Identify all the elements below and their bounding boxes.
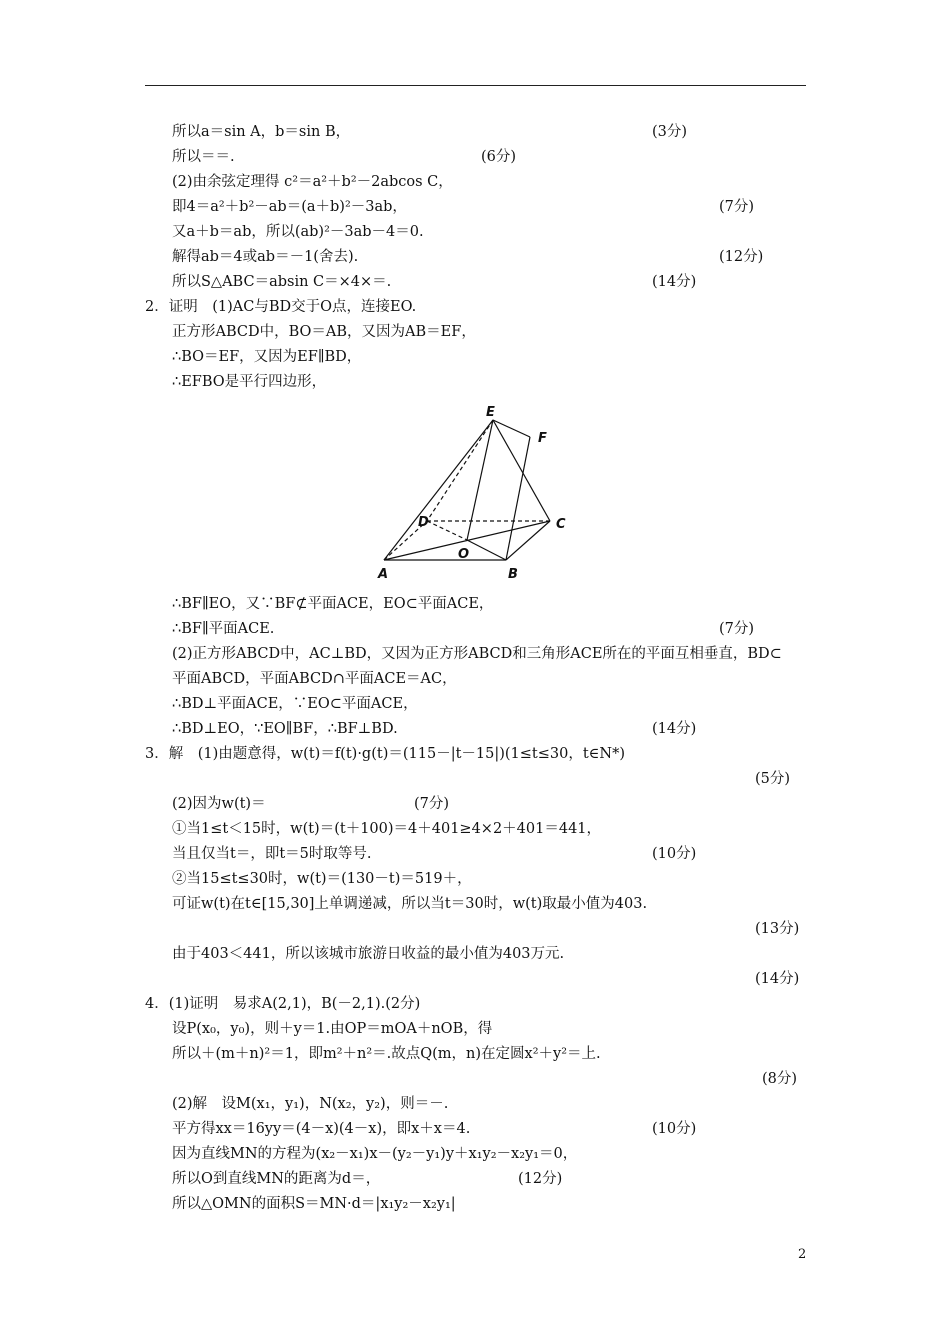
edge-OB [467,540,506,560]
text-line: 由于403＜441，所以该城市旅游日收益的最小值为403万元. [172,946,565,962]
score-label: (14分) [755,971,800,987]
text-line: 又a＋b＝ab，所以(ab)²－3ab－4＝0. [172,224,424,240]
text-line: ∴BO＝EF，又因为EF∥BD， [172,349,362,365]
text-line: 所以S△ABC＝absin C＝×4×＝. [172,274,392,290]
text-line: 设P(x₀，y₀)，则＋y＝1.由OP＝mOA＋nOB，得 [172,1021,493,1037]
problem-3-heading: 3．解 (1)由题意得，w(t)＝f(t)·g(t)＝(115－|t－15|)(1≤t≤30，t∈N*) [145,746,626,762]
text-line: (2)正方形ABCD中，AC⊥BD，又因为正方形ABCD和三角形ACE所在的平面互相垂直，BD⊂ [172,646,782,662]
edge-EF [493,420,530,437]
text-line: (2)解 设M(x₁，y₁)，N(x₂，y₂)，则＝－. [172,1096,449,1112]
label-B: B [508,567,518,582]
text-line: ∴BF∥EO，又∵BF⊄平面ACE，EO⊂平面ACE， [172,596,494,612]
edge-DO [427,521,467,540]
label-O: O [458,547,470,562]
score-label: (14分) [652,721,697,737]
header-rule [145,85,806,86]
label-E: E [486,405,495,420]
label-A: A [378,567,389,582]
score-label: (7分) [414,796,450,812]
edge-ED [427,420,493,521]
score-label: (14分) [652,274,697,290]
score-label: (6分) [481,149,517,165]
text-line: 正方形ABCD中，BO＝AB，又因为AB＝EF， [172,324,476,340]
page-number: 2 [798,1247,807,1262]
text-line: (2)因为w(t)＝ [172,796,266,812]
pyramid-figure [372,400,577,585]
problem-2-heading: 2．证明 (1)AC与BD交于O点，连接EO. [145,299,417,315]
label-C: C [556,517,566,532]
text-line: 所以△OMN的面积S＝MN·d＝|x₁y₂－x₂y₁| [172,1196,456,1212]
score-label: (3分) [652,124,688,140]
text-line: ∴EFBO是平行四边形， [172,374,327,390]
text-line: ∴BD⊥EO，∵EO∥BF，∴BF⊥BD. [172,721,398,737]
text-line: ∴BD⊥平面ACE，∵EO⊂平面ACE， [172,696,418,712]
score-label: (13分) [755,921,800,937]
label-D: D [418,515,429,530]
text-line: 可证w(t)在t∈[15,30]上单调递减，所以当t＝30时，w(t)取最小值为403. [172,896,648,912]
text-line: 因为直线MN的方程为(x₂－x₁)x－(y₂－y₁)y＋x₁y₂－x₂y₁＝0， [172,1146,578,1162]
text-line: 平面ABCD，平面ABCD∩平面ACE＝AC， [172,671,457,687]
edge-EA [384,420,493,560]
text-line: ②当15≤t≤30时，w(t)＝(130－t)＝519＋， [172,871,472,887]
text-line: 所以＋(m＋n)²＝1，即m²＋n²＝.故点Q(m，n)在定圆x²＋y²＝上. [172,1046,601,1062]
text-line: ①当1≤t＜15时，w(t)＝(t＋100)＝4＋401≥4×2＋401＝441， [172,821,602,837]
score-label: (8分) [762,1071,798,1087]
text-line: 所以a＝sin A，b＝sin B， [172,124,351,140]
score-label: (10分) [652,1121,697,1137]
text-line: 当且仅当t＝，即t＝5时取等号. [172,846,372,862]
score-label: (7分) [719,199,755,215]
score-label: (7分) [719,621,755,637]
text-line: 所以＝＝. [172,149,235,165]
text-line: (2)由余弦定理得 c²＝a²＋b²－2abcos C， [172,174,453,190]
label-F: F [538,431,547,446]
problem-4-heading: 4．(1)证明 易求A(2,1)，B(－2,1).(2分) [145,996,421,1012]
text-line: ∴BF∥平面ACE. [172,621,275,637]
text-line: 即4＝a²＋b²－ab＝(a＋b)²－3ab， [172,199,407,215]
text-line: 所以O到直线MN的距离为d＝， [172,1171,381,1187]
score-label: (10分) [652,846,697,862]
score-label: (12分) [518,1171,563,1187]
score-label: (12分) [719,249,764,265]
edge-EO [467,420,493,540]
text-line: 平方得xx＝16yy＝(4－x)(4－x)，即x＋x＝4. [172,1121,471,1137]
text-line: 解得ab＝4或ab＝－1(舍去). [172,249,359,265]
score-label: (5分) [755,771,791,787]
